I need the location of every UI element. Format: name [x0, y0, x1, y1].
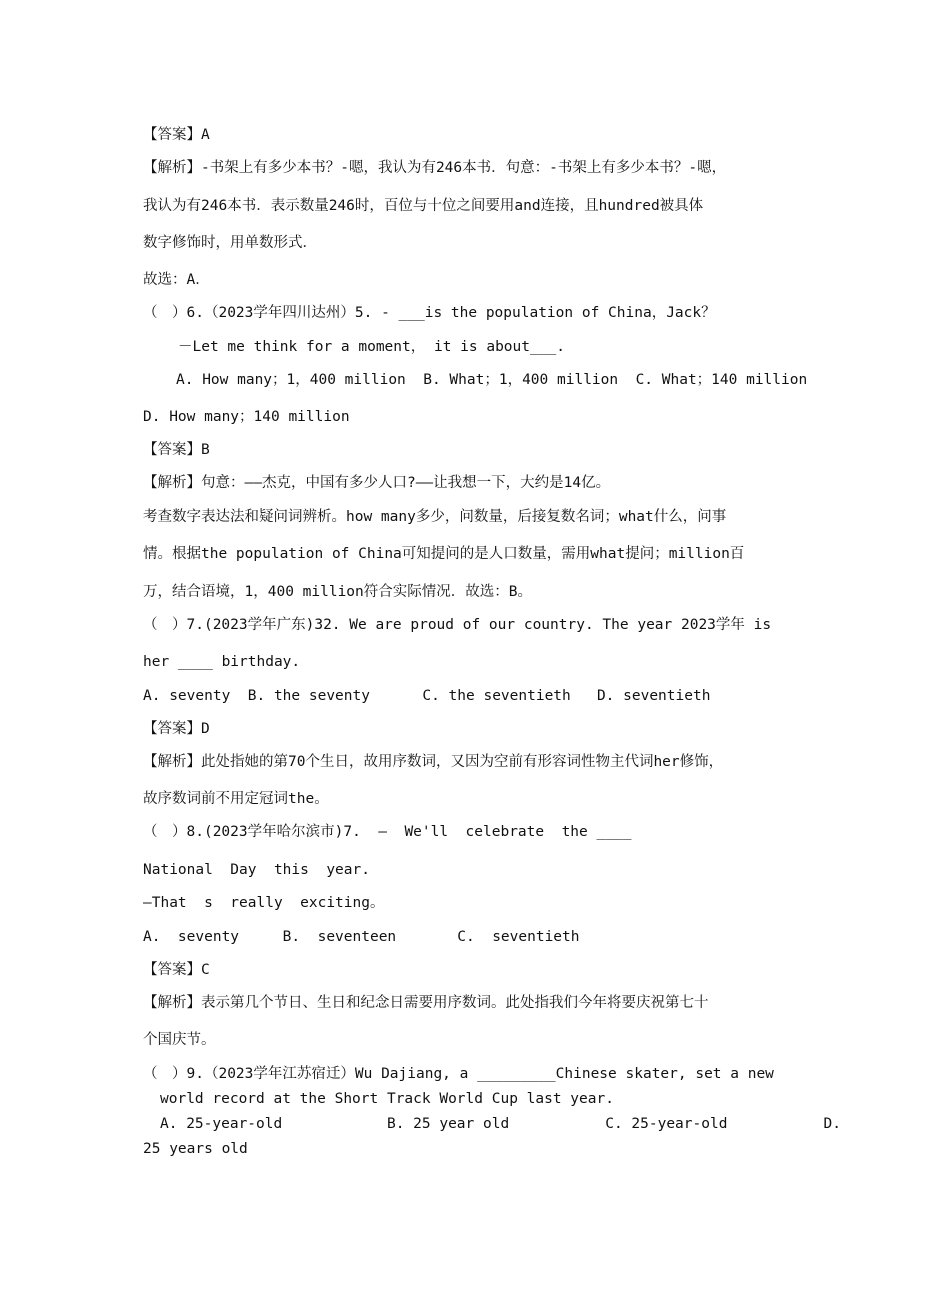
analysis-q5-line3: 数字修饰时，用单数形式． — [143, 235, 317, 251]
analysis-q7-line2: 故序数词前不用定冠词the。 — [143, 791, 329, 807]
answer-q8: 【答案】C — [143, 962, 210, 978]
analysis-q6-line3: 情。根据the population of China可知提问的是人口数量，需用what提问；million百 — [143, 546, 745, 562]
question-9-line2: world record at the Short Track World Cup last year. — [160, 1091, 614, 1107]
answer-q6: 【答案】B — [143, 442, 210, 458]
question-6-options: A. How many；1，400 million B. What；1，400 million C. What；140 million — [176, 372, 808, 388]
question-6-option-d: D. How many；140 million — [143, 409, 350, 425]
question-8-line2: National Day this year. — [143, 862, 370, 878]
analysis-q6-line1: 【解析】句意：——杰克，中国有多少人口?——让我想一下，大约是14亿。 — [143, 475, 611, 491]
question-8-options: A. seventy B. seventeen C. seventieth — [143, 929, 580, 945]
analysis-q8-line2: 个国庆节。 — [143, 1032, 216, 1048]
analysis-q6-line4: 万，结合语境，1，400 million符合实际情况．故选：B。 — [143, 584, 532, 600]
analysis-q8-line1: 【解析】表示第几个节日、生日和纪念日需要用序数词。此处指我们今年将要庆祝第七十 — [143, 995, 709, 1011]
analysis-q5-line1: 【解析】-书架上有多少本书？-嗯，我认为有246本书．句意：-书架上有多少本书？-嗯， — [143, 160, 727, 176]
question-9-option-d: 25 years old — [143, 1141, 248, 1157]
analysis-q5-line2: 我认为有246本书．表示数量246时，百位与十位之间要用and连接，且hundred被具体 — [143, 198, 704, 214]
question-7: （ ）7.(2023学年广东)32. We are proud of our country. The year 2023学年 is — [143, 617, 772, 633]
answer-q7: 【答案】D — [143, 721, 210, 737]
question-8: （ ）8.(2023学年哈尔滨市)7. — We'll celebrate the ____ — [143, 824, 632, 840]
question-9: （ ）9.（2023学年江苏宿迁）Wu Dajiang, a _________Chinese skater, set a new — [143, 1066, 774, 1082]
question-7-options: A. seventy B. the seventy C. the seventieth D. seventieth — [143, 688, 711, 704]
question-8-line3: —That s really exciting。 — [143, 895, 385, 911]
analysis-q7-line1: 【解析】此处指她的第70个生日，故用序数词，又因为空前有形容词性物主代词her修饰， — [143, 754, 724, 770]
answer-q5: 【答案】A — [143, 127, 210, 143]
analysis-q6-line2: 考查数字表达法和疑问词辨析。how many多少，问数量，后接复数名词；what什么，问事 — [143, 509, 727, 525]
question-9-options: A. 25-year-old B. 25 year old C. 25-year-old D. — [160, 1116, 841, 1132]
question-6-line2: －Let me think for a moment， it is about___. — [178, 339, 565, 355]
choice-q5: 故选：A． — [143, 272, 210, 288]
question-7-line2: her ____ birthday. — [143, 654, 301, 670]
question-6: （ ）6.（2023学年四川达州）5. - ___is the population of China，Jack？ — [143, 305, 716, 321]
